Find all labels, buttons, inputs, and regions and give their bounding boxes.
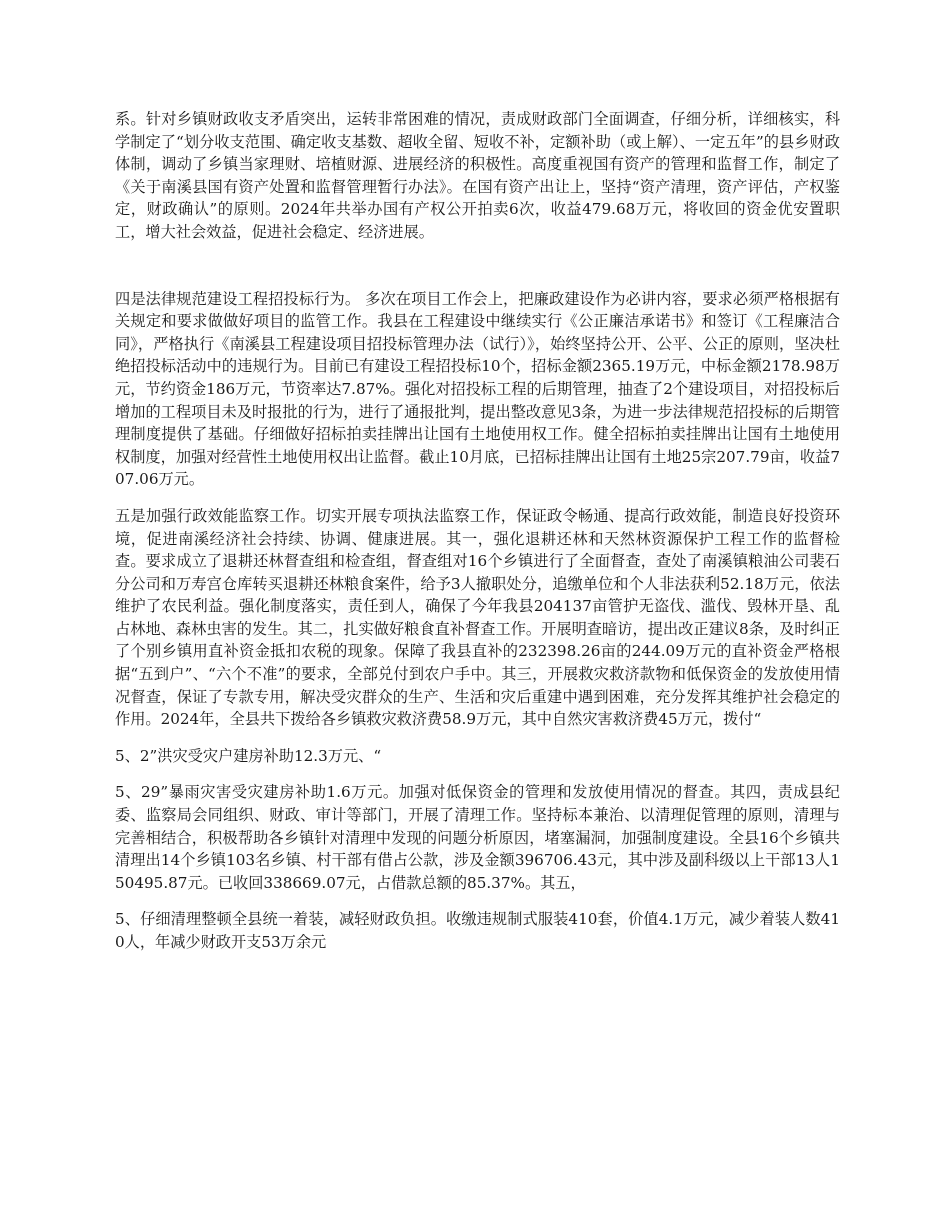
document-body (115, 108, 840, 954)
paragraph-bidding-regulation: 四是法律规范建设工程招投标行为。 多次在项目工作会上，把廉政建设作为必讲内容，要求必须严格根据有关规定和要求做做好项目的监管工作。我县在工程建设中继续实行《公正廉洁承诺书》和签订《工程廉洁合同》，严格执行《南溪县工程建设项目招投标管理办法（试行）》，始终坚持公开、公平、公正的原则，坚决杜绝招投标活动中的违规行为。目前已有建设工程招投标10个，招标金额2365.19万元，中标金额2178.98万元，节约资金186万元，节资率达7.87%。强化对招投标工程的后期管理，抽查了2个建设项目，对招投标后增加的工程项目未及时报批的行为，进行了通报批判，提出整改意见3条，为进一步法律规范招投标的后期管理制度提供了基础。仔细做好招标拍卖挂牌出让国有土地使用权工作。健全招标拍卖挂牌出让国有土地使用权制度，加强对经营性土地使用权出让监督。截止10月底，已招标挂牌出让国有土地25宗207.79亩，收益707.06万元。 (115, 289, 840, 489)
paragraph-uniform-cleanup: 5、仔细清理整顿全县统一着装，减轻财政负担。收缴违规制式服装410套，价值4.1万元，减少着装人数410人，年减少财政开支53万余元 (115, 910, 840, 951)
paragraph-rainstorm-subsidy: 5、29”暴雨灾害受灾建房补助1.6万元。加强对低保资金的管理和发放使用情况的督查。其四，责成县纪委、监察局会同组织、财政、审计等部门，开展了清理工作。坚持标本兼治、以清理促管理的原则，清理与完善相结合，积极帮助各乡镇针对清理中发现的问题分析原因，堵塞漏洞，加强制度建设。全县16个乡镇共清理出14个乡镇103名乡镇、村干部有借占公款，涉及金额396706.43元，其中涉及副科级以上干部13人150495.87元。已收回338669.07元，占借款总额的85.37%。其五， (115, 783, 840, 892)
paragraph-efficiency-supervision: 五是加强行政效能监察工作。切实开展专项执法监察工作，保证政令畅通、提高行政效能，制造良好投资环境，促进南溪经济社会持续、协调、健康进展。其一，强化退耕还林和天然林资源保护工程工作的监督检查。要求成立了退耕还林督查组和检查组，督查组对16个乡镇进行了全面督查，查处了南溪镇粮油公司裴石分公司和万寿宫仓库转买退耕还林粮食案件，给予3人撤职处分，追缴单位和个人非法获利52.18万元，依法维护了农民利益。强化制度落实，责任到人，确保了今年我县204137亩管护无盗伐、滥伐、毁林开垦、乱占林地、森林虫害的发生。其二，扎实做好粮食直补督查工作。开展明查暗访，提出改正建议8条，及时纠正了个别乡镇用直补资金抵扣农税的现象。保障了我县直补的232398.26亩的244.09万元的直补资金严格根据“五到户”、“六个不准”的要求，全部兑付到农户手中。其三，开展救灾救济款物和低保资金的发放使用情况督查，保证了专款专用，解决受灾群众的生产、生活和灾后重建中遇到困难，充分发挥其维护社会稳定的作用。2024年，全县共下拨给各乡镇救灾救济费58.9万元，其中自然灾害救济费45万元，拨付“ (115, 506, 840, 729)
paragraph-flood-subsidy: 5、2”洪灾受灾户建房补助12.3万元、“ (115, 746, 382, 765)
paragraph-fiscal-system: 系。针对乡镇财政收支矛盾突出，运转非常困难的情况，责成财政部门全面调查，仔细分析，详细核实，科学制定了“划分收支范围、确定收支基数、超收全留、短收不补，定额补助（或上解）、一定五年”的县乡财政体制，调动了乡镇当家理财、培植财源、进展经济的积极性。高度重视国有资产的管理和监督工作，制定了《关于南溪县国有资产处置和监督管理暂行办法》。在国有资产出让上，坚持“资产清理，资产评估，产权鉴定，财政确认”的原则。2024年共举办国有产权公开拍卖6次，收益479.68万元，将收回的资金优安置职工，增大社会效益，促进社会稳定、经济进展。 (115, 110, 840, 241)
